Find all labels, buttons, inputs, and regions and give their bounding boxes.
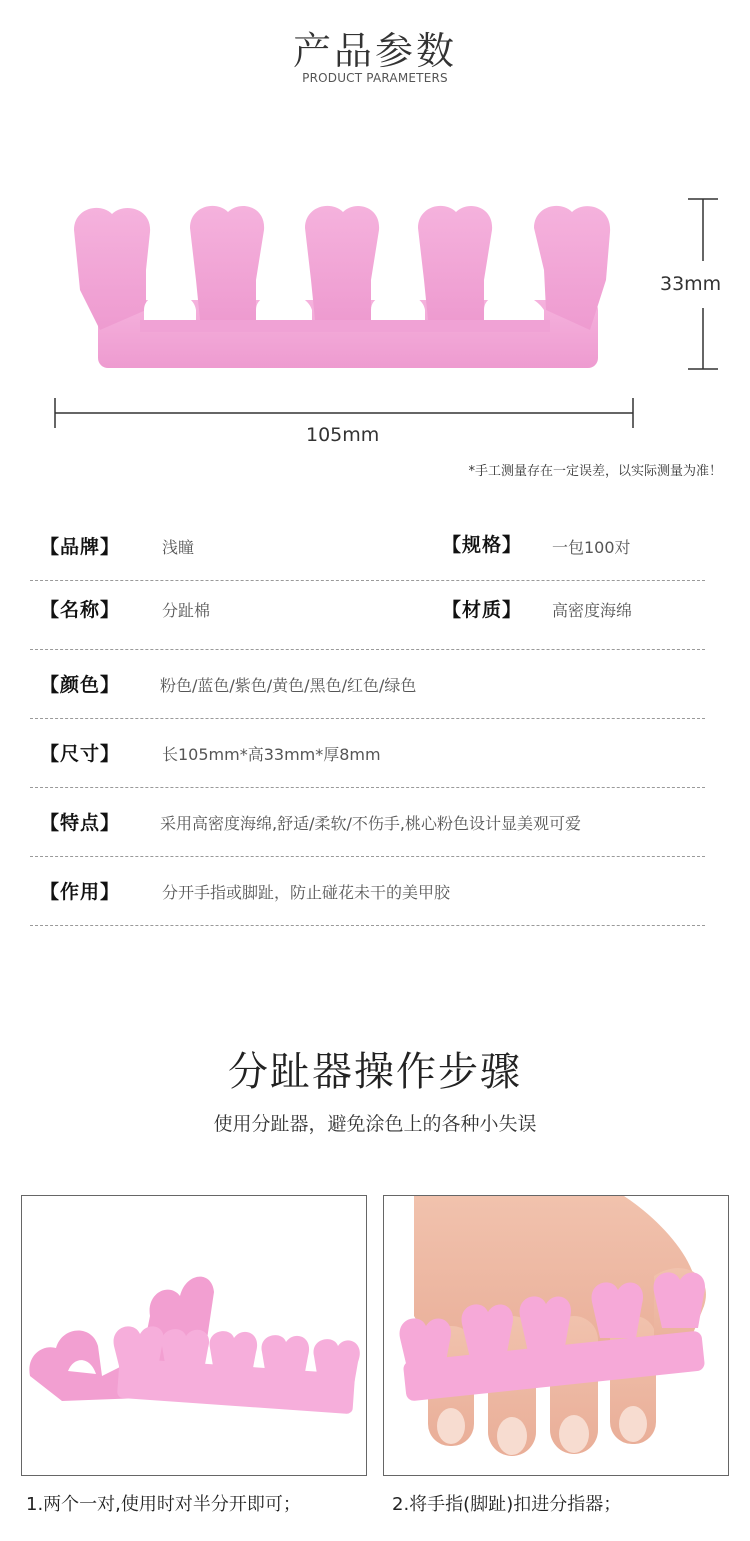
material-value: 高密度海绵 (552, 601, 633, 620)
height-dimension-label: 33mm (660, 273, 722, 295)
step2-caption: 2.将手指(脚趾)扣进分指器； (392, 1494, 622, 1515)
name-value: 分趾棉 (162, 601, 211, 620)
param-row-feature (30, 788, 705, 857)
color-label: 【颜色】 (40, 674, 121, 696)
step2-photo (383, 1195, 729, 1476)
measurement-note: *手工测量存在一定误差，以实际测量为准！ (468, 464, 722, 479)
steps-title: 分趾器操作步骤 (228, 1049, 522, 1095)
width-dimension-label: 105mm (306, 424, 380, 446)
usage-label: 【作用】 (40, 881, 121, 903)
feature-label: 【特点】 (40, 812, 121, 834)
page-subtitle: PRODUCT PARAMETERS (302, 71, 448, 85)
brand-label: 【品牌】 (40, 536, 121, 558)
color-value: 粉色/蓝色/紫色/黄色/黑色/红色/绿色 (160, 676, 417, 695)
spec-label: 【规格】 (442, 534, 523, 556)
name-label: 【名称】 (40, 599, 121, 621)
toe-separator-image (60, 190, 640, 390)
feature-value: 采用高密度海绵,舒适/柔软/不伤手,桃心粉色设计显美观可爱 (160, 814, 581, 833)
param-row-size (30, 719, 705, 788)
param-row-brand-spec (30, 512, 705, 581)
material-label: 【材质】 (442, 599, 523, 621)
param-row-color (30, 650, 705, 719)
param-row-name-material (30, 581, 705, 650)
separator-pair-image (22, 1196, 366, 1475)
brand-value: 浅瞳 (162, 538, 195, 557)
step1-photo (21, 1195, 367, 1476)
size-label: 【尺寸】 (40, 743, 121, 765)
step1-caption: 1.两个一对,使用时对半分开即可； (26, 1494, 301, 1515)
size-value: 长105mm*高33mm*厚8mm (162, 745, 381, 764)
spec-value: 一包100对 (552, 538, 631, 557)
steps-subtitle: 使用分趾器，避免涂色上的各种小失误 (213, 1113, 537, 1135)
param-row-usage (30, 857, 705, 926)
hand-with-separator-image (384, 1196, 728, 1475)
page-title: 产品参数 (292, 29, 457, 73)
usage-value: 分开手指或脚趾，防止碰花未干的美甲胶 (162, 883, 451, 902)
